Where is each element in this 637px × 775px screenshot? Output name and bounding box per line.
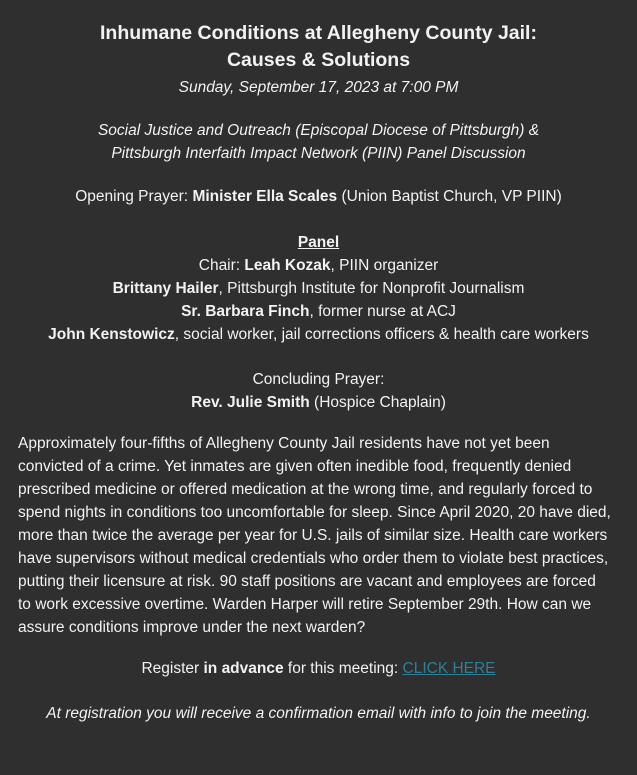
organizers-block [18, 119, 619, 165]
panel-member-detail: , former nurse at ACJ [309, 303, 456, 320]
event-header [18, 20, 619, 98]
confirmation-note: At registration you will receive a confirmation email with info to join the meeting. [46, 705, 591, 722]
panel-member-detail: , Pittsburgh Institute for Nonprofit Journalism [218, 280, 525, 297]
opening-prayer-name: Minister Ella Scales [192, 188, 338, 205]
panel-member-name: Leah Kozak [244, 257, 331, 274]
registration-emphasis: in advance [203, 660, 284, 677]
panel-member [18, 323, 619, 346]
concluding-prayer-officiant [18, 391, 619, 414]
panel-member [18, 277, 619, 300]
opening-prayer [18, 185, 619, 208]
concluding-prayer [18, 368, 619, 414]
panel-chair [18, 254, 619, 277]
panel-member-name: Brittany Hailer [112, 280, 219, 297]
concluding-prayer-label: Concluding Prayer: [252, 371, 385, 388]
event-date: Sunday, September 17, 2023 at 7:00 PM [178, 79, 459, 96]
opening-prayer-label: Opening Prayer: [75, 188, 193, 205]
panel-chair-label: Chair: [198, 257, 245, 274]
panel-section [18, 231, 619, 346]
panel-member-name: Sr. Barbara Finch [181, 303, 310, 320]
description-paragraph: Approximately four-fifths of Allegheny County Jail residents have not yet been convicted of a crime. Yet inmates are given often inedible food, frequently denied prescribed medicine or offered medication at the wrong time, and regularly forced to spend nights in conditions too uncomfortable for sleep. Since April 2020, 20 have died, more than twice the average per year for U.S. jails of similar size. Health care workers have supervisors without medical credentials who order them to violate best practices, putting their licensure at risk. 90 staff positions are vacant and employees are forced to work excessive overtime. Warden Harper will retire September 29th. How can we assure conditions improve under the next warden? [18, 435, 611, 636]
panel-member [18, 300, 619, 323]
opening-prayer-detail: (Union Baptist Church, VP PIIN) [337, 188, 562, 205]
organizers-line-2: Pittsburgh Interfaith Impact Network (PIIN) Panel Discussion [111, 145, 526, 162]
panel-member-detail: , PIIN organizer [330, 257, 439, 274]
event-title-line-1: Inhumane Conditions at Allegheny County Jail: [100, 22, 537, 44]
concluding-prayer-detail: (Hospice Chaplain) [309, 394, 446, 411]
concluding-prayer-name: Rev. Julie Smith [191, 394, 310, 411]
panel-member-detail: , social worker, jail corrections officers & health care workers [174, 326, 589, 343]
register-link[interactable]: CLICK HERE [402, 660, 496, 677]
organizers-text [18, 119, 619, 165]
registration-prefix: Register [141, 660, 204, 677]
organizers-line-1: Social Justice and Outreach (Episcopal Diocese of Pittsburgh) & [97, 122, 540, 139]
registration-suffix: for this meeting: [283, 660, 403, 677]
event-title [18, 20, 619, 74]
registration-line [18, 657, 619, 680]
event-title-line-2: Causes & Solutions [226, 49, 411, 71]
panel-member-name: John Kenstowicz [48, 326, 175, 343]
panel-heading: Panel [297, 234, 340, 251]
